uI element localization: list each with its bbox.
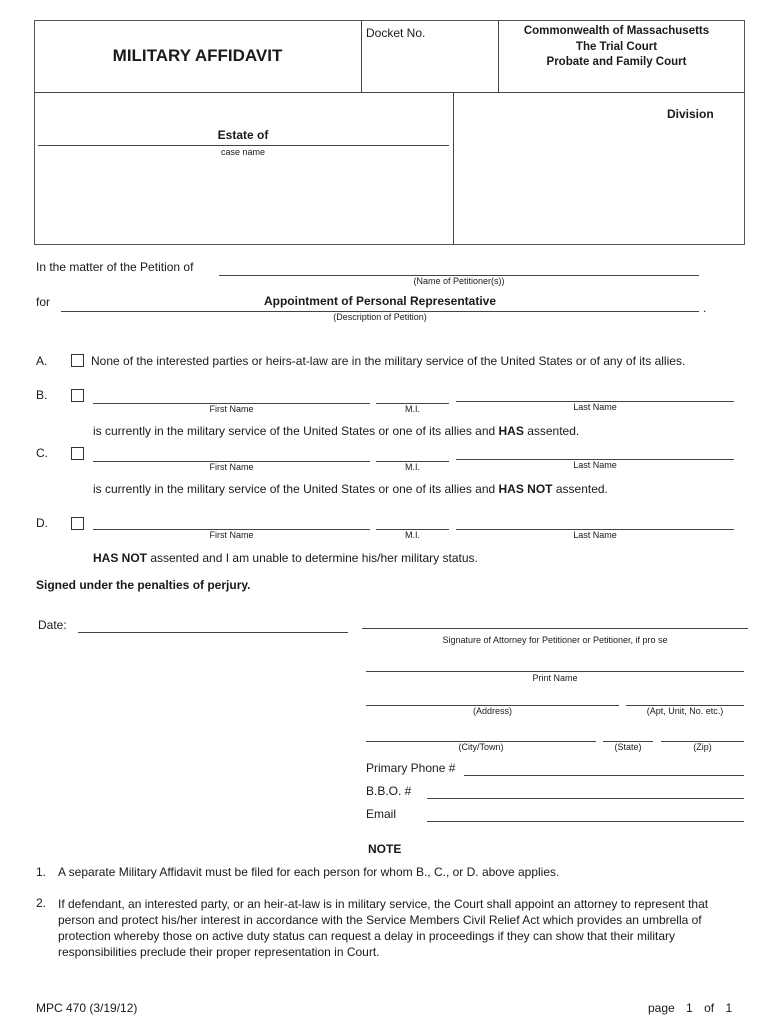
option-c-first-caption: First Name [209,462,254,472]
phone-line [464,775,744,776]
docket-label: Docket No. [366,26,426,40]
zip-caption: (Zip) [693,742,712,752]
form-id: MPC 470 (3/19/12) [36,1001,138,1015]
estate-divider [453,92,454,245]
note-item-2-num: 2. [36,896,47,910]
option-a-letter: A. [36,354,48,368]
signature-caption: Signature of Attorney for Petitioner or Petitioner, if pro se [442,635,668,645]
title-divider [361,20,362,92]
option-d-text [93,551,478,565]
petition-description[interactable]: Appointment of Personal Representative [263,294,497,308]
note-item-2-line: If defendant, an interested party, or an heir-at-law is in military service, the Court shall appoint an attorney to represent that [58,897,709,911]
address-caption: (Address) [472,706,512,716]
note-item-2-line: protection whereby those on active duty status can request a delay in proceedings if they can show that their military [58,929,676,943]
option-b-text-pre: is currently in the military service of the United States or one of its allies and [93,424,499,438]
note-item-1-text: A separate Military Affidavit must be filed for each person for whom B., C., or D. above applies. [58,865,560,879]
email-label: Email [366,807,397,821]
case-name-field[interactable] [42,130,206,146]
option-d-checkbox[interactable] [71,517,84,530]
page-number: 1 [686,1001,693,1015]
option-d-text-post: assented and I am unable to determine his/her military status. [147,551,478,565]
for-label: for [36,295,51,309]
option-b-mi-caption: M.I. [405,404,420,414]
division-field[interactable] [470,106,664,122]
signature-line [362,628,748,629]
option-c-text-post: assented. [552,482,608,496]
matter-label: In the matter of the Petition of [36,260,194,274]
option-a-checkbox[interactable] [71,354,84,367]
option-b-checkbox[interactable] [71,389,84,402]
page-total: 1 [725,1001,733,1015]
court-line-probate: Probate and Family Court [546,56,687,68]
note-item-1-num: 1. [36,865,47,879]
note-item-2-text [58,896,748,960]
option-c-text-bold: HAS NOT [498,482,553,496]
city-caption: (City/Town) [458,742,504,752]
option-b-letter: B. [36,388,48,402]
option-c-text-pre: is currently in the military service of the United States or one of its allies and [93,482,499,496]
option-d-letter: D. [36,516,48,530]
description-period: . [703,301,707,315]
option-d-mi-caption: M.I. [405,530,420,540]
docket-number-field[interactable] [366,50,496,66]
court-name [498,24,735,71]
option-b-text [93,424,579,438]
court-line-commonwealth: Commonwealth of Massachusetts [523,25,710,37]
page-indicator [648,1001,732,1015]
option-d-text-bold: HAS NOT [93,551,147,565]
description-caption: (Description of Petition) [333,312,427,322]
case-name-caption: case name [220,147,266,157]
option-a-text: None of the interested parties or heirs-at-law are in the military service of the United States or of any of its allies. [91,354,686,368]
option-c-checkbox[interactable] [71,447,84,460]
option-c-text [93,482,608,496]
petitioner-name-field[interactable] [219,260,703,276]
print-name-caption: Print Name [532,673,578,683]
bbo-line [427,798,744,799]
option-d-first-caption: First Name [209,530,254,540]
of-label: of [704,1001,715,1015]
option-c-mi-caption: M.I. [405,462,420,472]
header-divider [34,92,745,93]
state-caption: (State) [614,742,642,752]
date-label: Date: [38,618,67,632]
petitioner-caption: (Name of Petitioner(s)) [413,276,505,286]
date-line [78,632,348,633]
option-c-last-caption: Last Name [573,460,617,470]
note-heading: NOTE [368,842,402,856]
form-title: MILITARY AFFIDAVIT [112,46,283,65]
option-c-letter: C. [36,446,48,460]
email-line [427,821,744,822]
division-label: Division [667,107,714,121]
perjury-statement: Signed under the penalties of perjury. [36,578,251,592]
option-d-last-caption: Last Name [573,530,617,540]
court-line-trial-court: The Trial Court [575,40,658,53]
option-b-last-caption: Last Name [573,402,617,412]
signature-field[interactable] [362,612,752,628]
phone-label: Primary Phone # [366,761,456,775]
print-name-line [366,671,744,672]
bbo-label: B.B.O. # [366,784,412,798]
note-item-2-line: responsibilities preclude their proper representation in Court. [58,945,380,959]
note-item-2-line: person and protect his/her interest in accordance with the Service Members Civil Relief Act which provides an umbrella of [58,913,702,927]
estate-label: Estate of [217,128,269,142]
apt-caption: (Apt, Unit, No. etc.) [646,706,724,716]
page-label: page [648,1001,675,1015]
option-b-first-caption: First Name [209,404,254,414]
option-b-text-bold: HAS [498,424,524,438]
option-b-text-post: assented. [523,424,580,438]
